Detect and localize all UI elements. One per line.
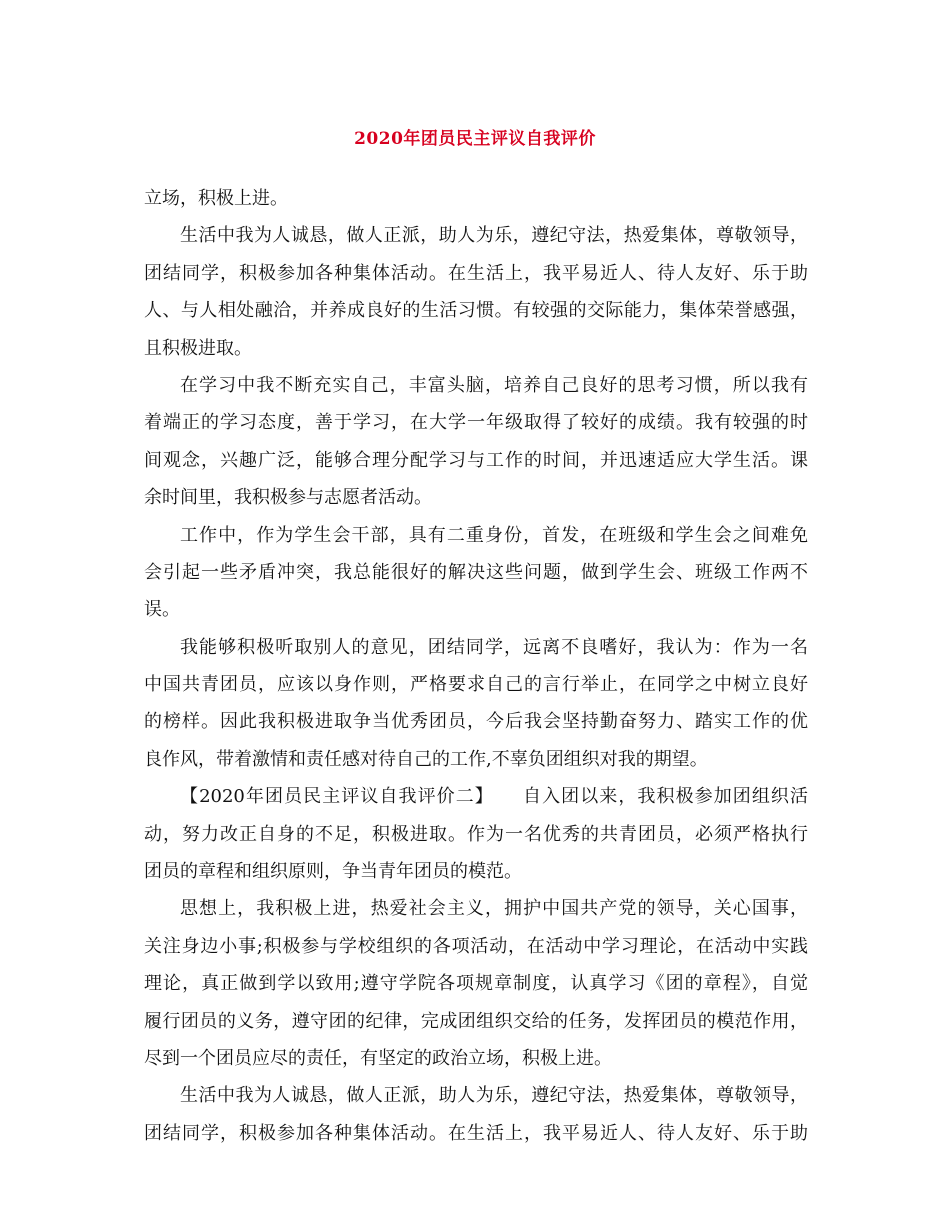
text-line: 生活中我为人诚恳，做人正派，助人为乐，遵纪守法，热爱集体，尊敬领导， [180,1085,808,1107]
text-line: 良作风，带着激情和责任感对待自己的工作,不辜负团组织对我的期望。 [144,748,708,770]
text-line: 立场，积极上进。 [144,188,288,209]
text-line: 的榜样。因此我积极进取争当优秀团员，今后我会坚持勤奋努力、踏实工作的优 [144,711,808,733]
text-line: 【2020年团员民主评议自我评价二】 自入团以来，我积极参加团组织活 [180,786,808,808]
text-line: 在学习中我不断充实自己，丰富头脑，培养自己良好的思考习惯，所以我有 [180,374,808,396]
text-line: 着端正的学习态度，善于学习，在大学一年级取得了较好的成绩。我有较强的时 [144,412,808,434]
text-line: 且积极进取。 [144,337,252,359]
document-title: 2020年团员民主评议自我评价 [354,129,596,149]
text-line: 团结同学，积极参加各种集体活动。在生活上，我平易近人、待人友好、乐于助 [144,262,808,284]
text-line: 余时间里，我积极参与志愿者活动。 [144,487,432,509]
text-line: 动，努力改正自身的不足，积极进取。作为一名优秀的共青团员，必须严格执行 [144,823,808,845]
text-line: 尽到一个团员应尽的责任，有坚定的政治立场，积极上进。 [144,1047,612,1069]
text-line: 我能够积极听取别人的意见，团结同学，远离不良嗜好，我认为：作为一名 [180,636,808,658]
text-line: 理论，真正做到学以致用;遵守学院各项规章制度，认真学习《团的章程》，自觉 [144,973,808,995]
text-line: 人、与人相处融洽，并养成良好的生活习惯。有较强的交际能力，集体荣誉感强， [144,300,808,322]
text-line: 误。 [144,599,180,621]
text-line: 团员的章程和组织原则，争当青年团员的模范。 [144,861,522,883]
text-line: 生活中我为人诚恳，做人正派，助人为乐，遵纪守法，热爱集体，尊敬领导， [180,225,808,247]
text-line: 工作中，作为学生会干部，具有二重身份，首发，在班级和学生会之间难免 [180,524,808,546]
text-line: 中国共青团员，应该以身作则，严格要求自己的言行举止，在同学之中树立良好 [144,674,808,696]
text-line: 会引起一些矛盾冲突，我总能很好的解决这些问题，做到学生会、班级工作两不 [144,561,808,583]
document-body [144,180,808,1152]
text-line: 履行团员的义务，遵守团的纪律，完成团组织交给的任务，发挥团员的模范作用， [144,1010,808,1032]
text-line: 团结同学，积极参加各种集体活动。在生活上，我平易近人、待人友好、乐于助 [144,1122,808,1144]
text-line: 关注身边小事;积极参与学校组织的各项活动，在活动中学习理论，在活动中实践 [144,935,808,957]
text-line: 思想上，我积极上进，热爱社会主义，拥护中国共产党的领导，关心国事， [180,898,808,920]
text-line: 间观念，兴趣广泛，能够合理分配学习与工作的时间，并迅速适应大学生活。课 [144,449,808,471]
